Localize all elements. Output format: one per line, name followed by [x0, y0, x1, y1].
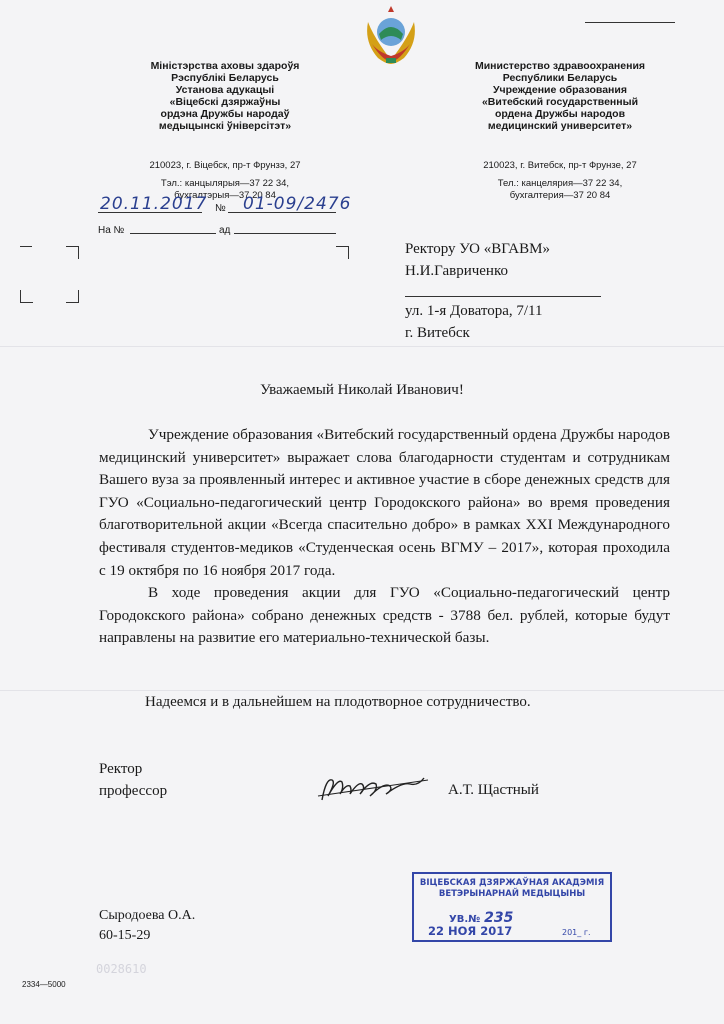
- corner-mark: [66, 290, 79, 303]
- addressee-title: Ректору УО «ВГАВМ»: [405, 241, 550, 257]
- registration-date: 20.11.2017: [100, 194, 208, 214]
- coat-of-arms-icon: [362, 4, 420, 66]
- closing-line: Надеемся и в дальнейшем на плодотворное сотрудничество.: [145, 694, 531, 710]
- address-be: 210023, г. Віцебск, пр-т Фрунзэ, 27: [149, 160, 301, 171]
- number-label: №: [215, 203, 226, 214]
- org-name-be: Міністэрства аховы здароўя Рэспублікі Беларусь Установа адукацыі «Віцебскі дзяржаўны ордэна Дружбы народаў медыцынскі ўніверсітэт»: [150, 60, 300, 132]
- corner-mark: [20, 246, 32, 259]
- paragraph: В ходе проведения акции для ГУО «Социально-педагогический центр Городокского района» собрано денежных средств - 3788 бел. рублей, которые будут направлены на развитие его материально-технической базы.: [99, 584, 670, 647]
- signer-name: А.Т. Щастный: [448, 782, 539, 798]
- serial-number: 0028610: [96, 962, 147, 976]
- letterhead-russian: [455, 60, 665, 202]
- print-code: 2334—5000: [22, 980, 66, 989]
- phones-ru: Тел.: канцелярия—37 22 34, бухгалтерия—37 20 84: [497, 178, 623, 201]
- executor-phone: 60-15-29: [99, 928, 151, 943]
- incoming-registration-stamp: ВІЦЕБСКАЯ ДЗЯРЖАЎНАЯ АКАДЭМІЯ ВЕТЭРЫНАРНАЙ МЕДЫЦЫНЫ УВ.№ 235 22 НОЯ 2017 201_ г.: [412, 872, 612, 942]
- letterhead-belarusian: [120, 60, 330, 202]
- signer-titles: Ректор профессор: [99, 761, 168, 799]
- addressee-address: ул. 1-я Доватора, 7/11 г. Витебск: [405, 303, 543, 341]
- corner-mark: [336, 246, 349, 259]
- addressee-name: Н.И.Гавриченко: [405, 263, 508, 279]
- signature-icon: [316, 770, 446, 810]
- paragraph: Учреждение образования «Витебский государственный ордена Дружбы народов медицинский университет» выражает слова благодарности студентам и сотрудникам Вашего вуза за проявленный интерес и активное участие в сборе денежных средств для ГУО «Социально-педагогический центр Городокского района» во время проведения благотворительной акции «Всегда спасительно добро» в рамках XXI Международного фестиваля студентов-медиков «Студенческая осень ВГМУ – 2017», которая проходила с 19 октября по 16 ноября 2017 года.: [99, 426, 670, 579]
- fold-line: [0, 346, 724, 347]
- letter-body: [99, 424, 670, 650]
- org-name-ru: Министерство здравоохранения Республики Беларусь Учреждение образования «Витебский государственный ордена Дружбы народов медицинский университет»: [474, 60, 646, 132]
- fold-line: [0, 690, 724, 691]
- reply-to-label: На №: [98, 225, 125, 236]
- reply-date-label: ад: [219, 225, 231, 236]
- top-right-line: [585, 22, 675, 23]
- salutation: Уважаемый Николай Иванович!: [260, 382, 464, 398]
- executor-name: Сыродоева О.А.: [99, 908, 196, 923]
- registration-number: 01-09/2476: [243, 194, 352, 214]
- addressee-block: [405, 238, 550, 282]
- corner-mark: [66, 246, 79, 259]
- corner-mark: [20, 290, 33, 303]
- phones-be: Тэл.: канцылярыя—37 22 34, бухгалтэрыя—37 20 84: [160, 178, 290, 201]
- executor-block: [99, 906, 195, 946]
- address-ru: 210023, г. Витебск, пр-т Фрунзе, 27: [483, 160, 637, 171]
